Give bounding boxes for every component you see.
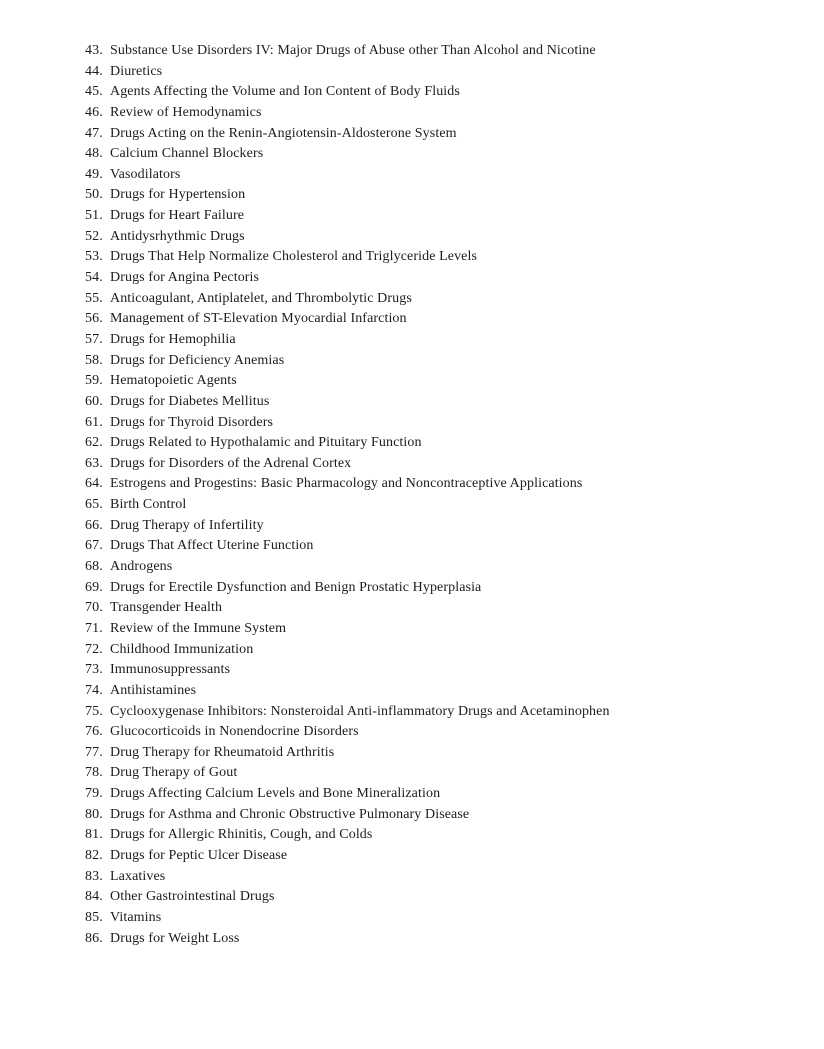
toc-item-title: Vasodilators — [110, 166, 181, 182]
toc-item — [85, 619, 610, 640]
toc-item-title: Drugs for Asthma and Chronic Obstructive Pulmonary Disease — [110, 806, 470, 822]
toc-item-title: Drugs for Disorders of the Adrenal Cortex — [110, 455, 352, 471]
toc-item-title: Drugs for Allergic Rhinitis, Cough, and Colds — [110, 827, 373, 843]
toc-item — [85, 371, 610, 392]
toc-item-title: Cyclooxygenase Inhibitors: Nonsteroidal Anti-inflammatory Drugs and Acetaminophen — [110, 703, 610, 719]
toc-item-title: Drugs for Deficiency Anemias — [110, 352, 285, 368]
toc-item-title: Transgender Health — [110, 600, 223, 616]
toc-item-title: Drugs for Peptic Ulcer Disease — [110, 847, 288, 863]
toc-item-number: 67. — [85, 538, 103, 554]
toc-item — [85, 784, 610, 805]
toc-item-number: 55. — [85, 290, 103, 306]
toc-item-number: 86. — [85, 930, 103, 946]
toc-item-title: Substance Use Disorders IV: Major Drugs of Abuse other Than Alcohol and Nicotine — [110, 43, 596, 58]
toc-item-title: Birth Control — [110, 497, 187, 513]
toc-item — [85, 82, 610, 103]
toc-item — [85, 867, 610, 888]
toc-item-title: Drugs for Erectile Dysfunction and Benign Prostatic Hyperplasia — [110, 579, 482, 595]
toc-item-number: 70. — [85, 600, 103, 616]
toc-item-number: 78. — [85, 765, 103, 781]
toc-item — [85, 474, 610, 495]
toc-item-number: 72. — [85, 641, 103, 657]
toc-item — [85, 825, 610, 846]
toc-item-title: Androgens — [110, 559, 173, 575]
toc-item-number: 75. — [85, 703, 103, 719]
toc-item-number: 50. — [85, 187, 103, 203]
toc-item-title: Childhood Immunization — [110, 641, 254, 657]
toc-item-title: Review of the Immune System — [110, 620, 287, 636]
toc-item-title: Drugs Related to Hypothalamic and Pituitary Function — [110, 435, 422, 451]
toc-item-number: 84. — [85, 889, 103, 905]
toc-item-number: 49. — [85, 166, 103, 182]
toc-item-number: 51. — [85, 208, 103, 224]
toc-item-number: 65. — [85, 497, 103, 513]
toc-item-number: 47. — [85, 125, 103, 141]
toc-item — [85, 165, 610, 186]
toc-item-title: Agents Affecting the Volume and Ion Content of Body Fluids — [110, 84, 460, 100]
toc-list — [85, 41, 610, 949]
toc-item-title: Drugs Acting on the Renin-Angiotensin-Aldosterone System — [110, 125, 457, 141]
toc-item-title: Immunosuppressants — [110, 662, 231, 678]
toc-item-number: 45. — [85, 84, 103, 100]
toc-item-number: 68. — [85, 559, 103, 575]
toc-item — [85, 578, 610, 599]
toc-item-number: 52. — [85, 228, 103, 244]
toc-item — [85, 702, 610, 723]
toc-item-number: 76. — [85, 724, 103, 740]
toc-item-title: Estrogens and Progestins: Basic Pharmacology and Noncontraceptive Applications — [110, 476, 583, 492]
toc-item — [85, 454, 610, 475]
toc-item — [85, 743, 610, 764]
toc-item-title: Drugs for Heart Failure — [110, 208, 245, 224]
toc-item-number: 69. — [85, 579, 103, 595]
toc-item — [85, 557, 610, 578]
toc-item-number: 74. — [85, 682, 103, 698]
toc-item-title: Anticoagulant, Antiplatelet, and Thrombolytic Drugs — [110, 290, 412, 306]
toc-item-number: 46. — [85, 104, 103, 120]
toc-item-title: Drugs for Thyroid Disorders — [110, 414, 274, 430]
toc-item-number: 59. — [85, 373, 103, 389]
toc-item — [85, 330, 610, 351]
toc-item-title: Calcium Channel Blockers — [110, 146, 264, 162]
toc-item — [85, 206, 610, 227]
toc-item — [85, 144, 610, 165]
toc-item — [85, 908, 610, 929]
toc-item-title: Drugs That Help Normalize Cholesterol and Triglyceride Levels — [110, 249, 478, 265]
toc-item — [85, 660, 610, 681]
toc-item — [85, 763, 610, 784]
toc-item — [85, 887, 610, 908]
toc-item-title: Glucocorticoids in Nonendocrine Disorders — [110, 724, 359, 740]
toc-item — [85, 351, 610, 372]
toc-item-number: 71. — [85, 620, 103, 636]
toc-item — [85, 41, 610, 62]
toc-item — [85, 640, 610, 661]
toc-item-title: Drugs That Affect Uterine Function — [110, 538, 314, 554]
toc-item-title: Drug Therapy for Rheumatoid Arthritis — [110, 744, 335, 760]
toc-item — [85, 598, 610, 619]
toc-item-number: 66. — [85, 517, 103, 533]
toc-item-number: 77. — [85, 744, 103, 760]
toc-item-title: Drugs for Weight Loss — [110, 930, 240, 946]
toc-item — [85, 103, 610, 124]
toc-item-title: Drug Therapy of Infertility — [110, 517, 264, 533]
toc-item-number: 83. — [85, 868, 103, 884]
toc-item — [85, 62, 610, 83]
toc-item — [85, 227, 610, 248]
toc-item — [85, 536, 610, 557]
toc-item-number: 80. — [85, 806, 103, 822]
toc-item — [85, 929, 610, 950]
toc-item — [85, 681, 610, 702]
toc-item-number: 61. — [85, 414, 103, 430]
toc-item-title: Antihistamines — [110, 682, 197, 698]
toc-item-title: Review of Hemodynamics — [110, 104, 262, 120]
toc-item-number: 53. — [85, 249, 103, 265]
toc-item-number: 54. — [85, 270, 103, 286]
toc-item — [85, 495, 610, 516]
toc-item — [85, 846, 610, 867]
toc-item-title: Management of ST-Elevation Myocardial Infarction — [110, 311, 407, 327]
toc-item-title: Vitamins — [110, 909, 162, 925]
toc-item-number: 79. — [85, 786, 103, 802]
toc-item — [85, 309, 610, 330]
toc-item — [85, 185, 610, 206]
toc-item — [85, 805, 610, 826]
toc-item-title: Antidysrhythmic Drugs — [110, 228, 245, 244]
toc-item-title: Hematopoietic Agents — [110, 373, 237, 389]
toc-item-number: 62. — [85, 435, 103, 451]
toc-item-title: Drugs for Hemophilia — [110, 331, 236, 347]
toc-item-title: Diuretics — [110, 63, 163, 79]
toc-item-title: Drugs for Diabetes Mellitus — [110, 393, 270, 409]
toc-item — [85, 268, 610, 289]
toc-item-number: 58. — [85, 352, 103, 368]
toc-item — [85, 124, 610, 145]
toc-item-title: Drugs for Angina Pectoris — [110, 270, 260, 286]
toc-item-number: 85. — [85, 909, 103, 925]
toc-item-title: Other Gastrointestinal Drugs — [110, 889, 275, 905]
toc-item-number: 44. — [85, 63, 103, 79]
toc-item-number: 57. — [85, 331, 103, 347]
toc-item-number: 81. — [85, 827, 103, 843]
toc-item-title: Drugs Affecting Calcium Levels and Bone Mineralization — [110, 786, 441, 802]
toc-item-title: Drugs for Hypertension — [110, 187, 246, 203]
toc-item — [85, 722, 610, 743]
toc-item — [85, 516, 610, 537]
toc-item-number: 64. — [85, 476, 103, 492]
toc-item-number: 60. — [85, 393, 103, 409]
toc-item — [85, 247, 610, 268]
toc-item — [85, 433, 610, 454]
toc-item-number: 43. — [85, 43, 103, 58]
toc-item-number: 73. — [85, 662, 103, 678]
toc-item-number: 56. — [85, 311, 103, 327]
toc-item — [85, 289, 610, 310]
toc-item-title: Drug Therapy of Gout — [110, 765, 238, 781]
toc-item-title: Laxatives — [110, 868, 166, 884]
toc-item — [85, 392, 610, 413]
toc-item-number: 63. — [85, 455, 103, 471]
toc-item-number: 48. — [85, 146, 103, 162]
toc-item — [85, 413, 610, 434]
toc-item-number: 82. — [85, 847, 103, 863]
